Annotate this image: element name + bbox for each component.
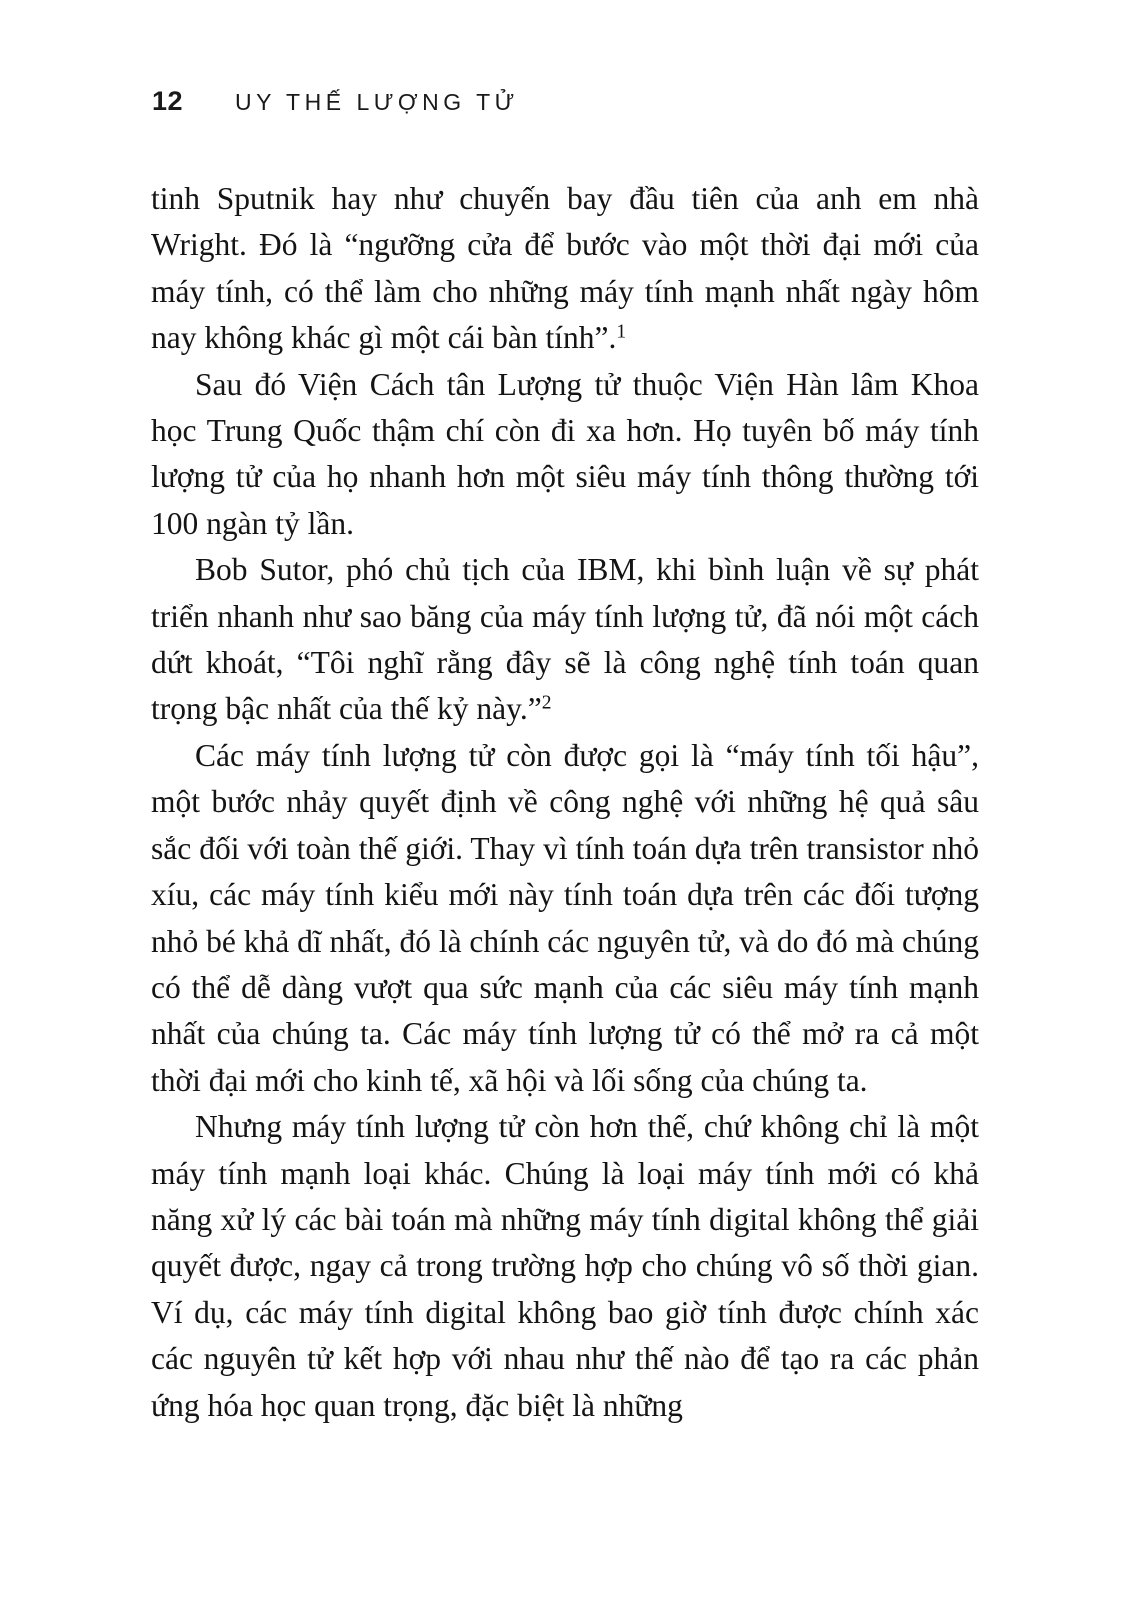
page-number: 12 <box>152 86 184 116</box>
paragraph <box>151 176 979 362</box>
paragraph <box>151 547 979 733</box>
paragraph-text: Bob Sutor, phó chủ tịch của IBM, khi bình luận về sự phát triển nhanh như sao băng của máy tính lượng tử, đã nói một cách dứt khoát, “Tôi nghĩ rằng đây sẽ là công nghệ tính toán quan trọng bậc nhất của thế kỷ này.” <box>151 552 979 727</box>
footnote-reference: 2 <box>541 692 552 714</box>
body-text <box>151 176 979 1429</box>
paragraph-text: Các máy tính lượng tử còn được gọi là “máy tính tối hậu”, một bước nhảy quyết định về công nghệ với những hệ quả sâu sắc đối với toàn thế giới. Thay vì tính toán dựa trên transistor nhỏ xíu, các máy tính kiểu mới này tính toán dựa trên các đối tượng nhỏ bé khả dĩ nhất, đó là chính các nguyên tử, và do đó mà chúng có thể dễ dàng vượt qua sức mạnh của các siêu máy tính mạnh nhất của chúng ta. Các máy tính lượng tử có thể mở ra cả một thời đại mới cho kinh tế, xã hội và lối sống của chúng ta. <box>151 737 979 1098</box>
page-header <box>152 86 519 117</box>
footnote-reference: 1 <box>616 321 627 343</box>
paragraph <box>151 1104 979 1429</box>
paragraph-text: Nhưng máy tính lượng tử còn hơn thế, chứ không chỉ là một máy tính mạnh loại khác. Chúng là loại máy tính mới có khả năng xử lý các bài toán mà những máy tính digital không thể giải quyết được, ngay cả trong trường hợp cho chúng vô số thời gian. Ví dụ, các máy tính digital không bao giờ tính được chính xác các nguyên tử kết hợp với nhau như thế nào để tạo ra các phản ứng hóa học quan trọng, đặc biệt là những <box>151 1109 979 1423</box>
paragraph <box>151 733 979 1104</box>
paragraph-text: tinh Sputnik hay như chuyến bay đầu tiên của anh em nhà Wright. Đó là “ngưỡng cửa để bước vào một thời đại mới của máy tính, có thể làm cho những máy tính mạnh nhất ngày hôm nay không khác gì một cái bàn tính”. <box>151 181 979 356</box>
paragraph-text: Sau đó Viện Cách tân Lượng tử thuộc Viện Hàn lâm Khoa học Trung Quốc thậm chí còn đi xa hơn. Họ tuyên bố máy tính lượng tử của họ nhanh hơn một siêu máy tính thông thường tới 100 ngàn tỷ lần. <box>151 366 979 541</box>
paragraph <box>151 362 979 548</box>
running-title: UY THẾ LƯỢNG TỬ <box>235 89 519 115</box>
